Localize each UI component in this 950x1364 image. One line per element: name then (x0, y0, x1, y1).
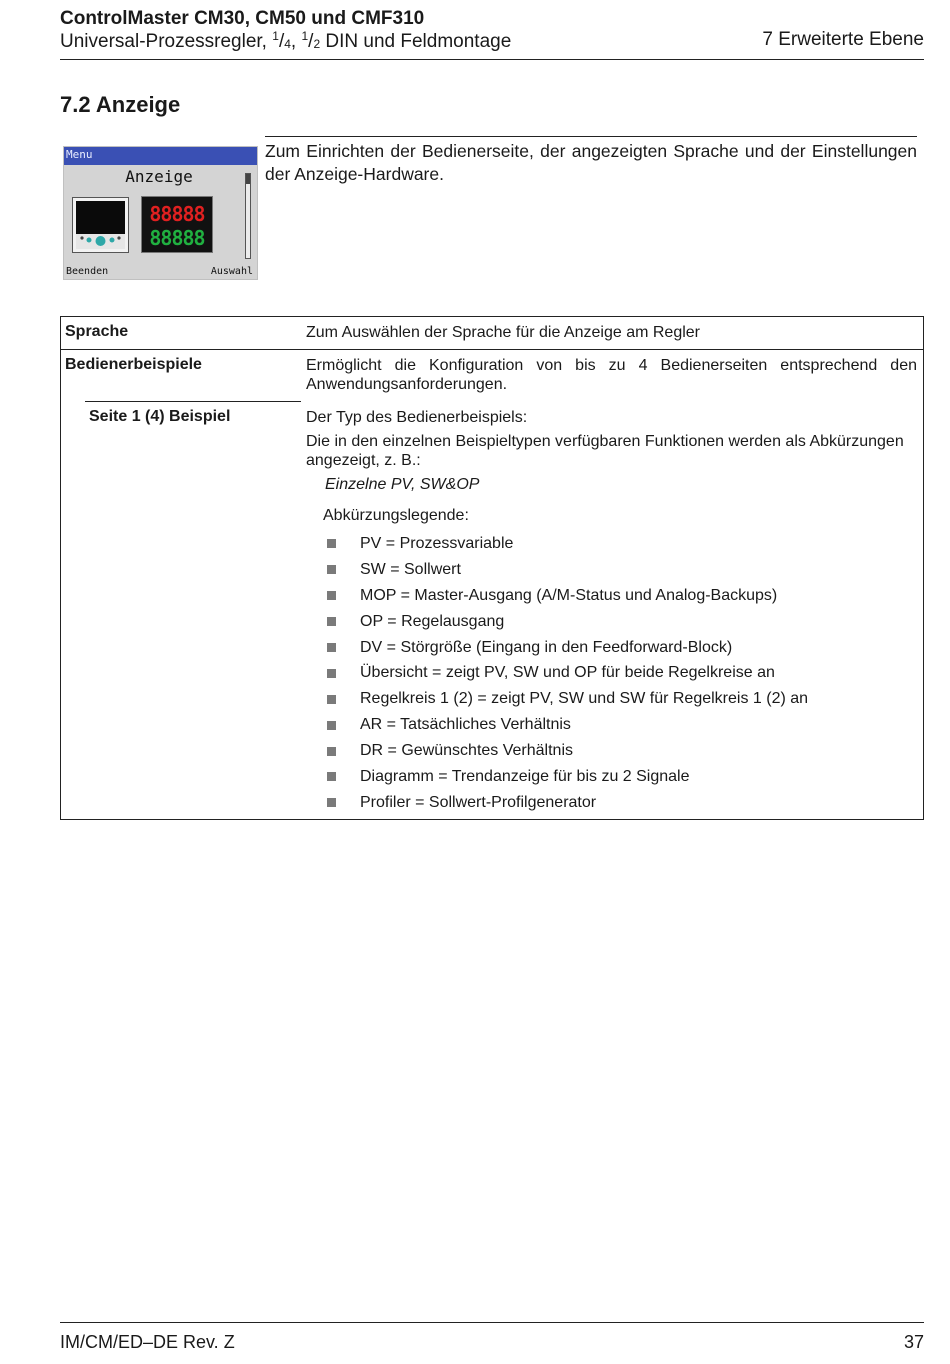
square-bullet-icon (327, 539, 336, 548)
screen-scroll-thumb (246, 174, 250, 184)
page-number: 37 (903, 1332, 924, 1352)
square-bullet-icon (327, 565, 336, 574)
abbreviation-legend (327, 531, 808, 816)
chapter-label: 7 Erweiterte Ebene (762, 29, 924, 50)
legend-text: Regelkreis 1 (2) = zeigt PV, SW und SW für Regelkreis 1 (2) an (360, 690, 809, 708)
legend-text: Profiler = Sollwert-Profilgenerator (360, 793, 597, 811)
square-bullet-icon (327, 643, 336, 652)
legend-text: DV = Störgröße (Eingang in den Feedforward-Block) (360, 638, 733, 656)
list-item (327, 738, 808, 764)
param-label-bedienerbeispiele: Bedienerbeispiele (65, 356, 202, 373)
sub-param-divider (85, 401, 301, 402)
param-desc-bedienerbeispiele: Ermöglicht die Konfiguration von bis zu 4 Bedienerseiten entsprechend den Anwendungsanforderungen. (306, 357, 917, 393)
square-bullet-icon (327, 798, 336, 807)
document-id: IM/CM/ED–DE Rev. Z (60, 1332, 235, 1352)
legend-text: PV = Prozessvariable (360, 534, 514, 552)
operator-display-icon (72, 197, 129, 253)
list-item (327, 790, 808, 816)
legend-text: Übersicht = zeigt PV, SW und OP für beide Regelkreise an (360, 664, 775, 682)
screen-menu-bar: Menu (64, 147, 257, 165)
device-screen-illustration (63, 146, 258, 280)
document-subtitle: Universal-Prozessregler, $^1/_4$, $^1/_2$ DIN und Feldmontage (60, 29, 512, 52)
subtitle-suffix: DIN und Feldmontage (320, 31, 512, 52)
square-bullet-icon (327, 669, 336, 678)
list-item (327, 660, 808, 686)
softkey-exit: Beenden (66, 266, 109, 277)
list-item (327, 557, 808, 583)
intro-text: Zum Einrichten der Bedienerseite, der angezeigten Sprache und der Einstellungen der Anzeige-Hardware. (265, 136, 917, 186)
screen-scrollbar (245, 173, 251, 259)
param-desc-sprache: Zum Auswählen der Sprache für die Anzeige am Regler (306, 324, 700, 341)
page-footer (60, 1322, 924, 1352)
example-text: Einzelne PV, SW&OP (325, 476, 480, 493)
screen-title: Anzeige (125, 167, 193, 186)
document-title: ControlMaster CM30, CM50 und CMF310 (60, 8, 425, 29)
legend-text: DR = Gewünschtes Verhältnis (360, 742, 573, 760)
param-desc-seite-type: Der Typ des Bedienerbeispiels: (306, 409, 528, 426)
legend-text: SW = Sollwert (360, 560, 461, 578)
fraction2-numerator: 1 (301, 29, 309, 43)
page-header (60, 8, 924, 60)
fraction-separator: , (290, 31, 302, 52)
square-bullet-icon (327, 617, 336, 626)
softkey-select: Auswahl (210, 266, 253, 277)
fraction2-denominator: 2 (313, 37, 321, 51)
legend-text: MOP = Master-Ausgang (A/M-Status und Analog-Backups) (360, 586, 778, 604)
fraction1-denominator: 4 (284, 37, 291, 51)
list-item (327, 531, 808, 557)
list-item (327, 712, 808, 738)
list-item (327, 583, 808, 609)
square-bullet-icon (327, 721, 336, 730)
section-title: 7.2 Anzeige (60, 92, 181, 117)
param-desc-seite-functions: Die in den einzelnen Beispieltypen verfügbaren Funktionen werden als Abkürzungen angezeigt, z. B.: (306, 433, 904, 469)
list-item (327, 686, 808, 712)
parameter-table (60, 316, 924, 820)
legend-text: AR = Tatsächliches Verhältnis (360, 716, 571, 734)
param-label-seite: Seite 1 (4) Beispiel (89, 408, 231, 425)
subtitle-prefix: Universal-Prozessregler, (60, 31, 273, 52)
square-bullet-icon (327, 591, 336, 600)
list-item (327, 609, 808, 635)
digits-svg (142, 197, 212, 252)
legend-title: Abkürzungslegende: (323, 507, 469, 524)
param-label-sprache: Sprache (65, 323, 129, 340)
list-item (327, 635, 808, 661)
digits-red: 88888 (149, 202, 205, 226)
digits-green: 88888 (149, 226, 205, 250)
digits-display-icon (141, 196, 213, 253)
row-divider (61, 349, 923, 350)
square-bullet-icon (327, 772, 336, 781)
legend-text: OP = Regelausgang (360, 612, 505, 630)
square-bullet-icon (327, 695, 336, 704)
legend-text: Diagramm = Trendanzeige für bis zu 2 Signale (360, 767, 690, 785)
square-bullet-icon (327, 747, 336, 756)
list-item (327, 764, 808, 790)
fraction1-numerator: 1 (272, 29, 279, 43)
